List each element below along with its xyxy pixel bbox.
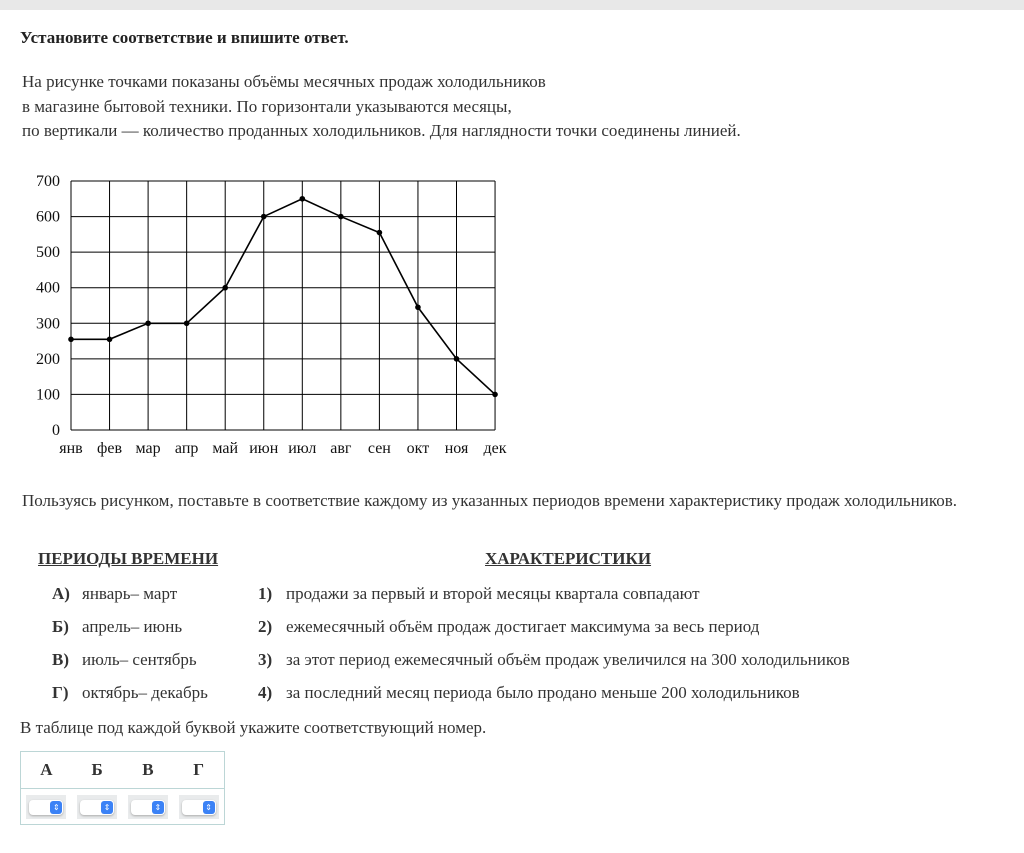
intro-line: На рисунке точками показаны объёмы месячных продаж холодильников bbox=[22, 72, 546, 91]
characteristic-number: 1) bbox=[258, 584, 273, 603]
answer-header-b: Б bbox=[91, 760, 103, 779]
period-item bbox=[52, 650, 197, 670]
characteristic-item bbox=[258, 617, 759, 637]
characteristic-text: за последний месяц периода было продано меньше 200 холодильников bbox=[286, 683, 800, 702]
characteristic-item bbox=[258, 650, 850, 670]
data-point bbox=[492, 392, 498, 398]
y-tick-label: 0 bbox=[52, 422, 60, 439]
characteristic-item bbox=[258, 584, 700, 604]
characteristic-text: за этот период ежемесячный объём продаж увеличился на 300 холодильников bbox=[286, 650, 850, 669]
sales-chart bbox=[20, 170, 520, 460]
answer-select-g[interactable] bbox=[182, 800, 216, 815]
question-text: Пользуясь рисунком, поставьте в соответствие каждому из указанных периодов времени характеристику продаж холодильников. bbox=[22, 491, 958, 510]
x-tick-label: фев bbox=[97, 440, 123, 457]
period-letter: А) bbox=[52, 584, 70, 603]
data-point bbox=[261, 214, 267, 220]
series-line bbox=[71, 199, 495, 395]
data-point bbox=[377, 230, 383, 236]
characteristic-number: 3) bbox=[258, 650, 273, 669]
y-tick-label: 500 bbox=[36, 244, 60, 262]
updown-icon: ⇕ bbox=[152, 801, 164, 814]
task-title: Установите соответствие и впишите ответ. bbox=[20, 28, 349, 47]
x-tick-label: окт bbox=[406, 440, 430, 457]
answer-select-v[interactable] bbox=[131, 800, 165, 815]
period-item bbox=[52, 617, 182, 637]
characteristic-number: 2) bbox=[258, 617, 273, 636]
answer-header-a: А bbox=[40, 760, 53, 779]
data-point bbox=[338, 214, 344, 220]
x-tick-label: авг bbox=[330, 440, 352, 457]
period-letter: Г) bbox=[52, 683, 69, 702]
data-point bbox=[415, 304, 421, 310]
data-point bbox=[222, 285, 228, 291]
answer-table bbox=[20, 751, 225, 825]
data-point bbox=[68, 336, 74, 342]
y-tick-label: 300 bbox=[36, 315, 60, 333]
x-tick-label: мар bbox=[135, 440, 161, 457]
data-point bbox=[107, 336, 113, 342]
x-tick-label: сен bbox=[367, 440, 391, 457]
y-tick-label: 400 bbox=[36, 279, 60, 297]
period-text: январь– март bbox=[82, 584, 178, 603]
data-point bbox=[184, 320, 190, 326]
period-text: апрель– июнь bbox=[82, 617, 183, 636]
periods-header: ПЕРИОДЫ ВРЕМЕНИ bbox=[38, 549, 219, 568]
y-tick-label: 100 bbox=[36, 386, 60, 404]
answer-header-v: В bbox=[142, 760, 154, 779]
updown-icon: ⇕ bbox=[101, 801, 113, 814]
period-text: октябрь– декабрь bbox=[82, 683, 208, 702]
x-tick-label: май bbox=[212, 440, 239, 457]
period-letter: Б) bbox=[52, 617, 69, 636]
x-tick-label: июн bbox=[249, 440, 279, 457]
characteristic-item bbox=[258, 683, 800, 703]
characteristic-number: 4) bbox=[258, 683, 273, 702]
x-tick-label: апр bbox=[174, 440, 199, 457]
data-point bbox=[454, 356, 460, 362]
x-tick-label: июл bbox=[288, 440, 317, 457]
x-tick-label: янв bbox=[59, 440, 83, 457]
answer-select-b[interactable] bbox=[80, 800, 114, 815]
characteristic-text: продажи за первый и второй месяцы квартала совпадают bbox=[286, 584, 700, 603]
characteristic-text: ежемесячный объём продаж достигает максимума за весь период bbox=[286, 617, 760, 636]
period-item bbox=[52, 683, 208, 703]
intro-line: по вертикали — количество проданных холодильников. Для наглядности точки соединены линией. bbox=[22, 121, 741, 140]
instruction-note: В таблице под каждой буквой укажите соответствующий номер. bbox=[20, 718, 487, 737]
x-tick-label: ноя bbox=[444, 440, 469, 457]
answer-select-a[interactable] bbox=[29, 800, 63, 815]
y-tick-label: 200 bbox=[36, 350, 60, 368]
period-letter: В) bbox=[52, 650, 69, 669]
period-item bbox=[52, 584, 177, 604]
answer-header-g: Г bbox=[193, 760, 205, 779]
y-tick-label: 700 bbox=[36, 173, 60, 190]
characteristics-header: ХАРАКТЕРИСТИКИ bbox=[485, 549, 652, 568]
updown-icon: ⇕ bbox=[50, 801, 62, 814]
updown-icon: ⇕ bbox=[203, 801, 215, 814]
data-point bbox=[300, 196, 306, 202]
top-bar bbox=[0, 0, 1024, 10]
period-text: июль– сентябрь bbox=[82, 650, 197, 669]
x-tick-label: дек bbox=[483, 440, 507, 457]
intro-text bbox=[22, 70, 741, 144]
data-point bbox=[145, 320, 151, 326]
y-tick-label: 600 bbox=[36, 208, 60, 226]
intro-line: в магазине бытовой техники. По горизонтали указываются месяцы, bbox=[22, 96, 512, 116]
